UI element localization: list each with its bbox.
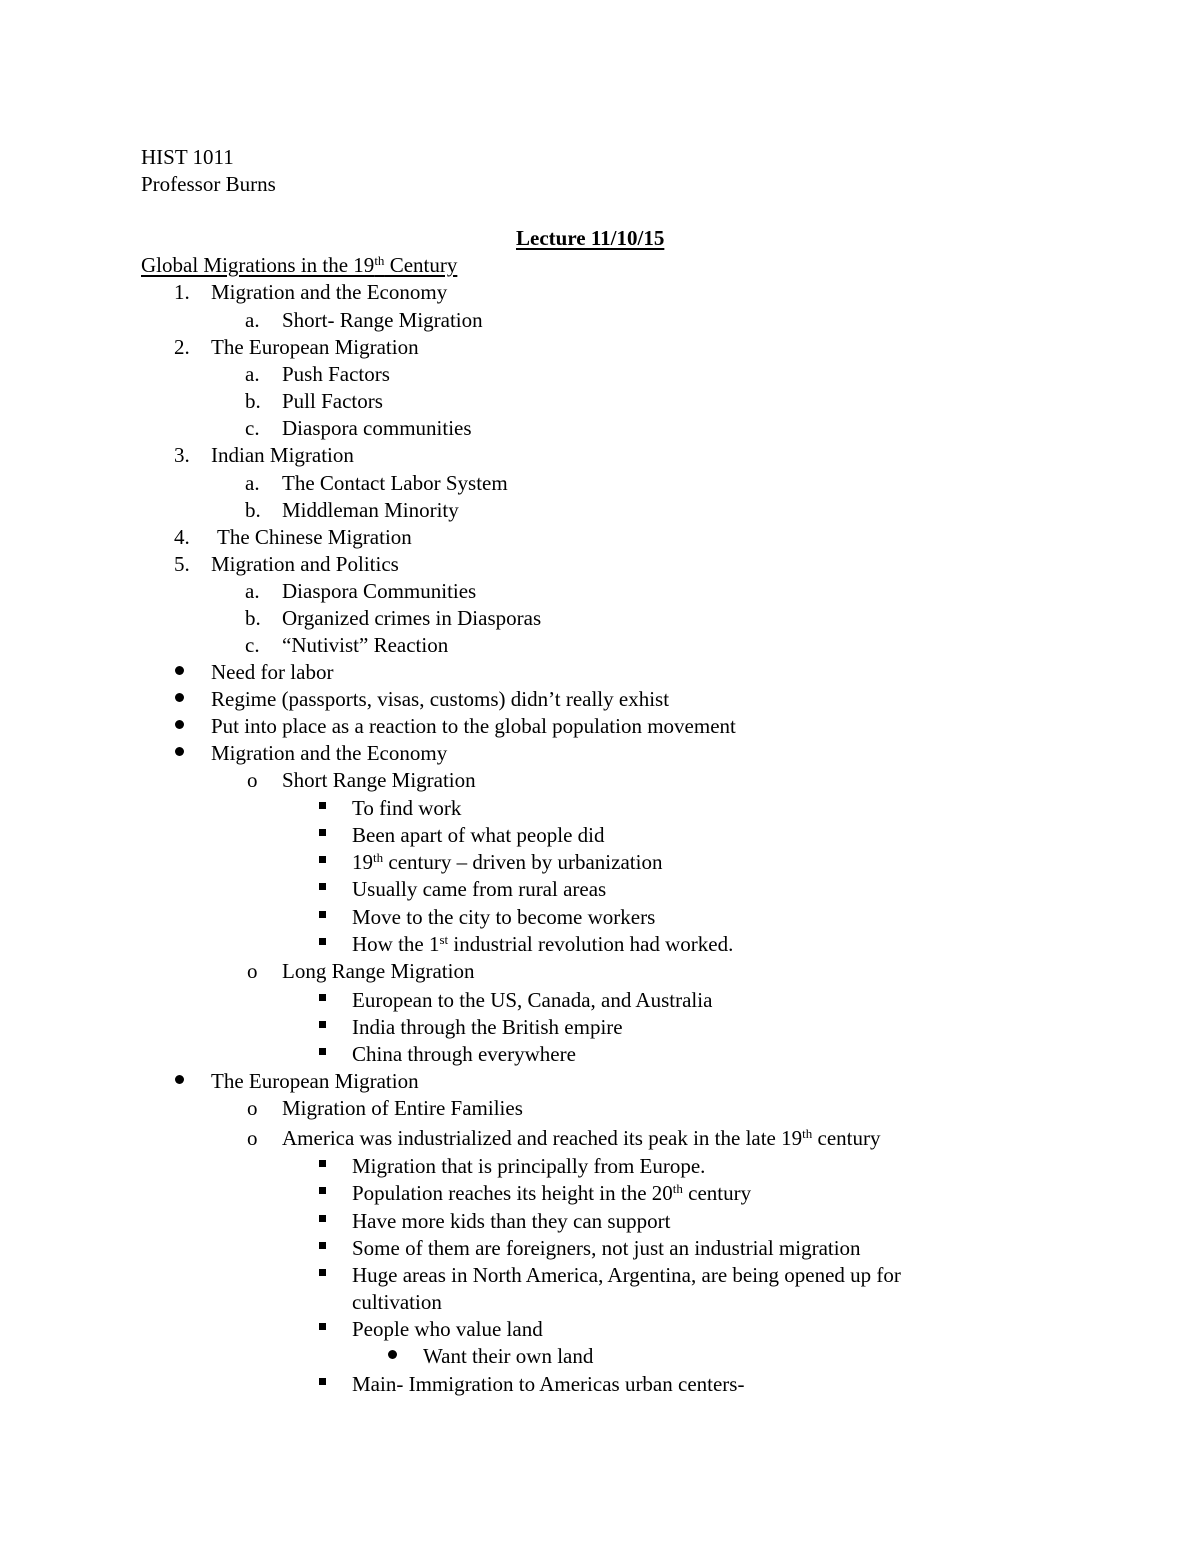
bullet-square-icon [319, 1378, 326, 1385]
bullet-disc-icon [175, 747, 184, 756]
outline-number: 2. [174, 335, 190, 359]
bullet-disc-icon [388, 1350, 397, 1359]
bullet-square-icon [319, 1323, 326, 1330]
bullet-square-icon [319, 1269, 326, 1276]
bullet-square-icon [319, 883, 326, 890]
note-detail: European to the US, Canada, and Australia [352, 988, 713, 1012]
outline-letter: a. [245, 308, 260, 332]
outline-item: Indian Migration [211, 443, 354, 467]
bullet-square-icon [319, 1048, 326, 1055]
outline-subitem: The Contact Labor System [282, 471, 508, 495]
outline-letter: c. [245, 633, 260, 657]
note-bullet: Migration and the Economy [211, 741, 448, 765]
note-detail: Have more kids than they can support [352, 1209, 671, 1233]
outline-number: 3. [174, 443, 190, 467]
note-subbullet: Migration of Entire Families [282, 1096, 523, 1120]
note-bullet: The European Migration [211, 1069, 419, 1093]
bullet-square-icon [319, 1160, 326, 1167]
note-detail-continued: cultivation [352, 1290, 442, 1314]
outline-number: 4. [174, 525, 190, 549]
bullet-square-icon [319, 856, 326, 863]
note-detail: Huge areas in North America, Argentina, are being opened up for [352, 1263, 901, 1287]
bullet-circle-icon: o [247, 768, 258, 792]
section-heading: Global Migrations in the 19th Century [141, 253, 458, 277]
note-bullet: Regime (passports, visas, customs) didn’t really exhist [211, 687, 670, 711]
outline-item: The European Migration [211, 335, 419, 359]
note-detail: Some of them are foreigners, not just an industrial migration [352, 1236, 861, 1260]
bullet-square-icon [319, 802, 326, 809]
bullet-square-icon [319, 829, 326, 836]
note-detail: People who value land [352, 1317, 543, 1341]
note-subdetail: Want their own land [423, 1344, 594, 1368]
outline-subitem: Short- Range Migration [282, 308, 483, 332]
outline-number: 5. [174, 552, 190, 576]
outline-item: Migration and Politics [211, 552, 399, 576]
note-bullet: Put into place as a reaction to the global population movement [211, 714, 736, 738]
note-subbullet: America was industrialized and reached its peak in the late 19th century [282, 1126, 881, 1150]
page-title: Lecture 11/10/15 [516, 226, 665, 250]
bullet-disc-icon [175, 666, 184, 675]
note-subbullet: Short Range Migration [282, 768, 476, 792]
note-detail: India through the British empire [352, 1015, 623, 1039]
bullet-circle-icon: o [247, 959, 258, 983]
note-detail: Population reaches its height in the 20th century [352, 1181, 752, 1205]
note-detail: Migration that is principally from Europe. [352, 1154, 706, 1178]
outline-letter: a. [245, 471, 260, 495]
professor-name: Professor Burns [141, 172, 276, 196]
outline-subitem: Middleman Minority [282, 498, 459, 522]
bullet-square-icon [319, 1187, 326, 1194]
note-bullet: Need for labor [211, 660, 334, 684]
note-detail: To find work [352, 796, 462, 820]
course-code: HIST 1011 [141, 145, 234, 169]
bullet-circle-icon: o [247, 1096, 258, 1120]
note-detail: How the 1st industrial revolution had worked. [352, 932, 734, 956]
outline-subitem: Push Factors [282, 362, 390, 386]
outline-subitem: Diaspora communities [282, 416, 472, 440]
bullet-square-icon [319, 1021, 326, 1028]
note-detail: Main- Immigration to Americas urban centers- [352, 1372, 745, 1396]
outline-subitem: Organized crimes in Diasporas [282, 606, 542, 630]
outline-item: The Chinese Migration [217, 525, 412, 549]
outline-letter: a. [245, 362, 260, 386]
note-detail: Been apart of what people did [352, 823, 605, 847]
outline-subitem: “Nutivist” Reaction [282, 633, 449, 657]
bullet-disc-icon [175, 720, 184, 729]
outline-number: 1. [174, 280, 190, 304]
bullet-square-icon [319, 1215, 326, 1222]
bullet-square-icon [319, 1242, 326, 1249]
outline-letter: a. [245, 579, 260, 603]
outline-item: Migration and the Economy [211, 280, 448, 304]
note-detail: Usually came from rural areas [352, 877, 607, 901]
outline-letter: c. [245, 416, 260, 440]
note-subbullet: Long Range Migration [282, 959, 475, 983]
outline-letter: b. [245, 498, 261, 522]
note-detail: 19th century – driven by urbanization [352, 850, 663, 874]
outline-subitem: Diaspora Communities [282, 579, 477, 603]
note-detail: Move to the city to become workers [352, 905, 656, 929]
bullet-disc-icon [175, 1075, 184, 1084]
bullet-disc-icon [175, 693, 184, 702]
outline-letter: b. [245, 606, 261, 630]
outline-letter: b. [245, 389, 261, 413]
bullet-circle-icon: o [247, 1126, 258, 1150]
bullet-square-icon [319, 994, 326, 1001]
outline-subitem: Pull Factors [282, 389, 383, 413]
note-detail: China through everywhere [352, 1042, 576, 1066]
bullet-square-icon [319, 911, 326, 918]
bullet-square-icon [319, 938, 326, 945]
